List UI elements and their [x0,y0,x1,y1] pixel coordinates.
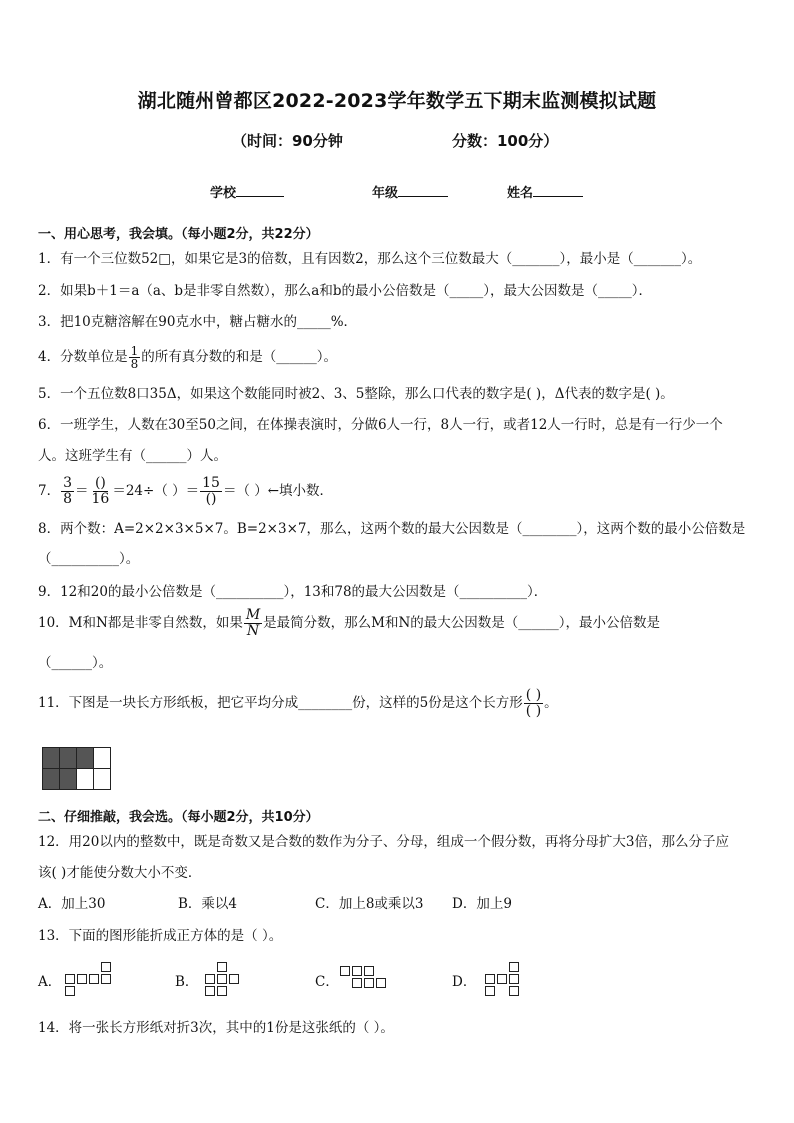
q12-option-d[interactable]: D．加上9 [452,896,512,912]
q7-middle: ＝24÷（ ）＝ [112,483,200,499]
question-8-line-2: （__________）。 [38,551,140,567]
grid-cell [94,769,111,790]
q11-text-pre: 11．下图是一块长方形纸板，把它平均分成________份，这样的5份是这个长方形 [38,695,523,711]
question-12-line-1: 12．用20以内的整数中，既是奇数又是合数的数作为分子、分母，组成一个假分数，再将分母扩大3倍，那么分子应 [38,834,729,850]
q11-denominator: ( ) [525,703,542,719]
question-12-line-2: 该( )才能使分数大小不变． [38,865,202,881]
q4-numerator: 1 [130,344,139,358]
q12-option-a[interactable]: A．加上30 [38,896,106,912]
q4-fraction [129,345,141,370]
question-10-line-2: （______）。 [38,655,113,671]
school-label: 学校 [210,186,237,201]
question-13: 13．下面的图形能折成正方体的是（ ）。 [38,928,283,944]
q10-denominator: N [246,623,260,639]
question-14: 14．将一张长方形纸对折3次，其中的1份是这张纸的（ ）。 [38,1020,394,1036]
q7-f2-numerator: () [94,475,106,491]
q13-net-c-figure [340,966,392,992]
q7-text-post: ＝（ ）←填小数． [222,483,334,499]
section-1-heading: 一、用心思考，我会填。（每小题2分，共22分） [38,227,319,242]
question-10 [38,608,660,639]
question-8-line-1: 8．两个数：A=2×2×3×5×7。B=2×3×7，那么，这两个数的最大公因数是（________），这两个数的最小公倍数是 [38,521,746,537]
q7-number: 7． [38,483,61,499]
grid-cell [43,769,60,790]
q7-f3-numerator: 15 [202,475,220,491]
q7-fraction-2 [90,476,112,507]
q7-f3-denominator: () [205,491,217,507]
q10-fraction [244,608,262,639]
grade-label: 年级 [372,186,399,201]
exam-time: （时间：90分钟 [232,132,343,150]
question-1: 1．有一个三位数52□，如果它是3的倍数，且有因数2，那么这个三位数最大（_______），最小是（_______）。 [38,251,702,267]
question-11 [38,688,558,719]
q7-f1-numerator: 3 [63,475,73,491]
q7-fraction-3 [200,476,222,507]
grid-cell [94,748,111,769]
q13-option-c[interactable]: C． [315,974,339,990]
question-9: 9．12和20的最小公倍数是（__________），13和78的最大公因数是（__________）． [38,584,548,600]
q12-option-c[interactable]: C．加上8或乘以3 [315,896,424,912]
grid-cell [60,769,77,790]
q10-numerator: M [245,607,261,623]
name-field[interactable] [507,182,583,201]
section-2-heading: 二、仔细推敲，我会选。（每小题2分，共10分） [38,810,319,825]
grid-cell [77,769,94,790]
q10-text-post: 是最简分数，那么M和N的最大公因数是（______），最小公倍数是 [263,615,661,631]
q13-net-b-figure [205,962,245,1000]
school-field[interactable] [210,182,284,201]
q11-numerator: ( ) [525,687,542,703]
question-5: 5．一个五位数8口35Δ，如果这个数能同时被2、3、5整除，那么口代表的数字是( )，Δ代表的数字是( )。 [38,386,674,402]
question-4 [38,345,337,370]
grade-field[interactable] [372,182,448,201]
q4-text-pre: 4．分数单位是 [38,349,128,365]
grid-cell [60,748,77,769]
grid-cell [43,748,60,769]
q11-text-post: 。 [544,695,558,711]
q13-net-a-figure [65,962,115,998]
q10-text-pre: 10．M和N都是非零自然数，如果 [38,615,243,631]
question-6-line-1: 6．一班学生，人数在30至50之间，在体操表演时，分做6人一行，8人一行，或者12人一行时，总是有一行少一个 [38,417,723,433]
grid-cell [77,748,94,769]
rectangle-grid-figure [42,747,111,790]
page-title: 湖北随州曾都区2022-2023学年数学五下期末监测模拟试题 [137,90,657,112]
q13-net-d-figure [485,962,525,1000]
name-label: 姓名 [507,186,534,201]
question-6-line-2: 人。这班学生有（______）人。 [38,448,227,464]
exam-score: 分数：100分） [452,132,559,150]
question-7 [38,476,333,507]
grade-blank[interactable] [398,183,448,197]
q7-equals: ＝ [75,483,89,499]
q13-option-a[interactable]: A． [38,974,62,990]
q7-fraction-1 [61,476,74,507]
q4-text-post: 的所有真分数的和是（______）。 [141,349,337,365]
question-2: 2．如果b＋1＝a（a、b是非零自然数），那么a和b的最小公倍数是（_____），最大公因数是（_____）． [38,283,652,299]
q12-option-b[interactable]: B．乘以4 [178,896,238,912]
q4-denominator: 8 [130,357,139,371]
question-3: 3．把10克糖溶解在90克水中，糖占糖水的_____%． [38,314,358,330]
school-blank[interactable] [236,183,284,197]
q7-f2-denominator: 16 [91,491,110,507]
q11-fraction [524,688,543,719]
q7-f1-denominator: 8 [63,491,73,507]
q13-option-d[interactable]: D． [452,974,477,990]
name-blank[interactable] [533,183,583,197]
q13-option-b[interactable]: B． [175,974,199,990]
